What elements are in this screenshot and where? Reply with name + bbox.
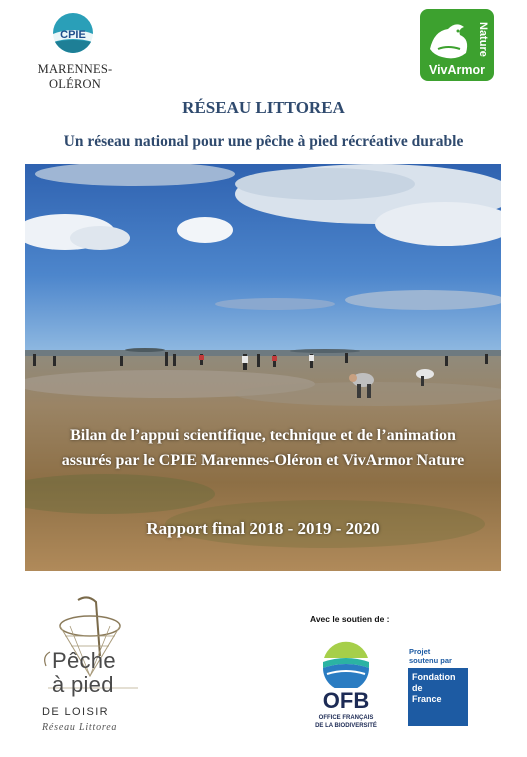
- ofb-logo: [308, 640, 384, 732]
- fondation-caption: [409, 647, 452, 665]
- vivarmor-name: VivArmor: [428, 63, 486, 77]
- a-pied-word: à pied: [52, 672, 114, 697]
- ofb-acronym: OFB: [322, 688, 370, 713]
- document-title: RÉSEAU LITTOREA: [182, 98, 345, 117]
- vivarmor-logo: [420, 9, 494, 81]
- report-years: Rapport final 2018 - 2019 - 2020: [146, 519, 380, 538]
- ofb-emblem-icon: [321, 640, 371, 688]
- document-subtitle: Un réseau national pour une pêche à pied récréative durable: [63, 133, 464, 150]
- fondation-name-line1: Fondation: [412, 672, 456, 682]
- fondation-caption-line2: soutenu par: [409, 656, 452, 665]
- fondation-de-france-logo: [408, 668, 468, 726]
- cpie-caption: MARENNES-OLÉRON: [37, 62, 113, 91]
- ofb-subtitle-line2: DE LA BIODIVERSITÉ: [315, 723, 377, 729]
- vivarmor-nature-label: Nature: [477, 21, 489, 57]
- fondation-name-line2: de: [412, 683, 423, 693]
- cpie-emblem-icon: [52, 12, 94, 54]
- fondation-name: [412, 672, 456, 705]
- de-loisir-word: DE LOISIR: [42, 706, 110, 718]
- peche-a-pied-logo: [38, 596, 150, 736]
- ofb-subtitle-line1: OFFICE FRANÇAIS: [318, 715, 374, 721]
- cover-photo: [25, 164, 501, 571]
- report-heading-line2: assurés par le CPIE Marennes-Oléron et VivArmor Nature: [61, 452, 465, 469]
- fondation-caption-line1: Projet: [409, 647, 431, 656]
- beach-scene-image: [25, 164, 501, 571]
- reseau-littorea-word: Réseau Littorea: [42, 722, 118, 733]
- cpie-initials: CPIE: [60, 29, 86, 41]
- support-label: Avec le soutien de :: [310, 614, 390, 624]
- peche-word: Pêche: [52, 648, 116, 673]
- fondation-name-line3: France: [412, 694, 442, 704]
- report-heading-line1: Bilan de l’appui scientifique, technique et de l’animation: [70, 427, 456, 444]
- cpie-logo: [12, 10, 138, 91]
